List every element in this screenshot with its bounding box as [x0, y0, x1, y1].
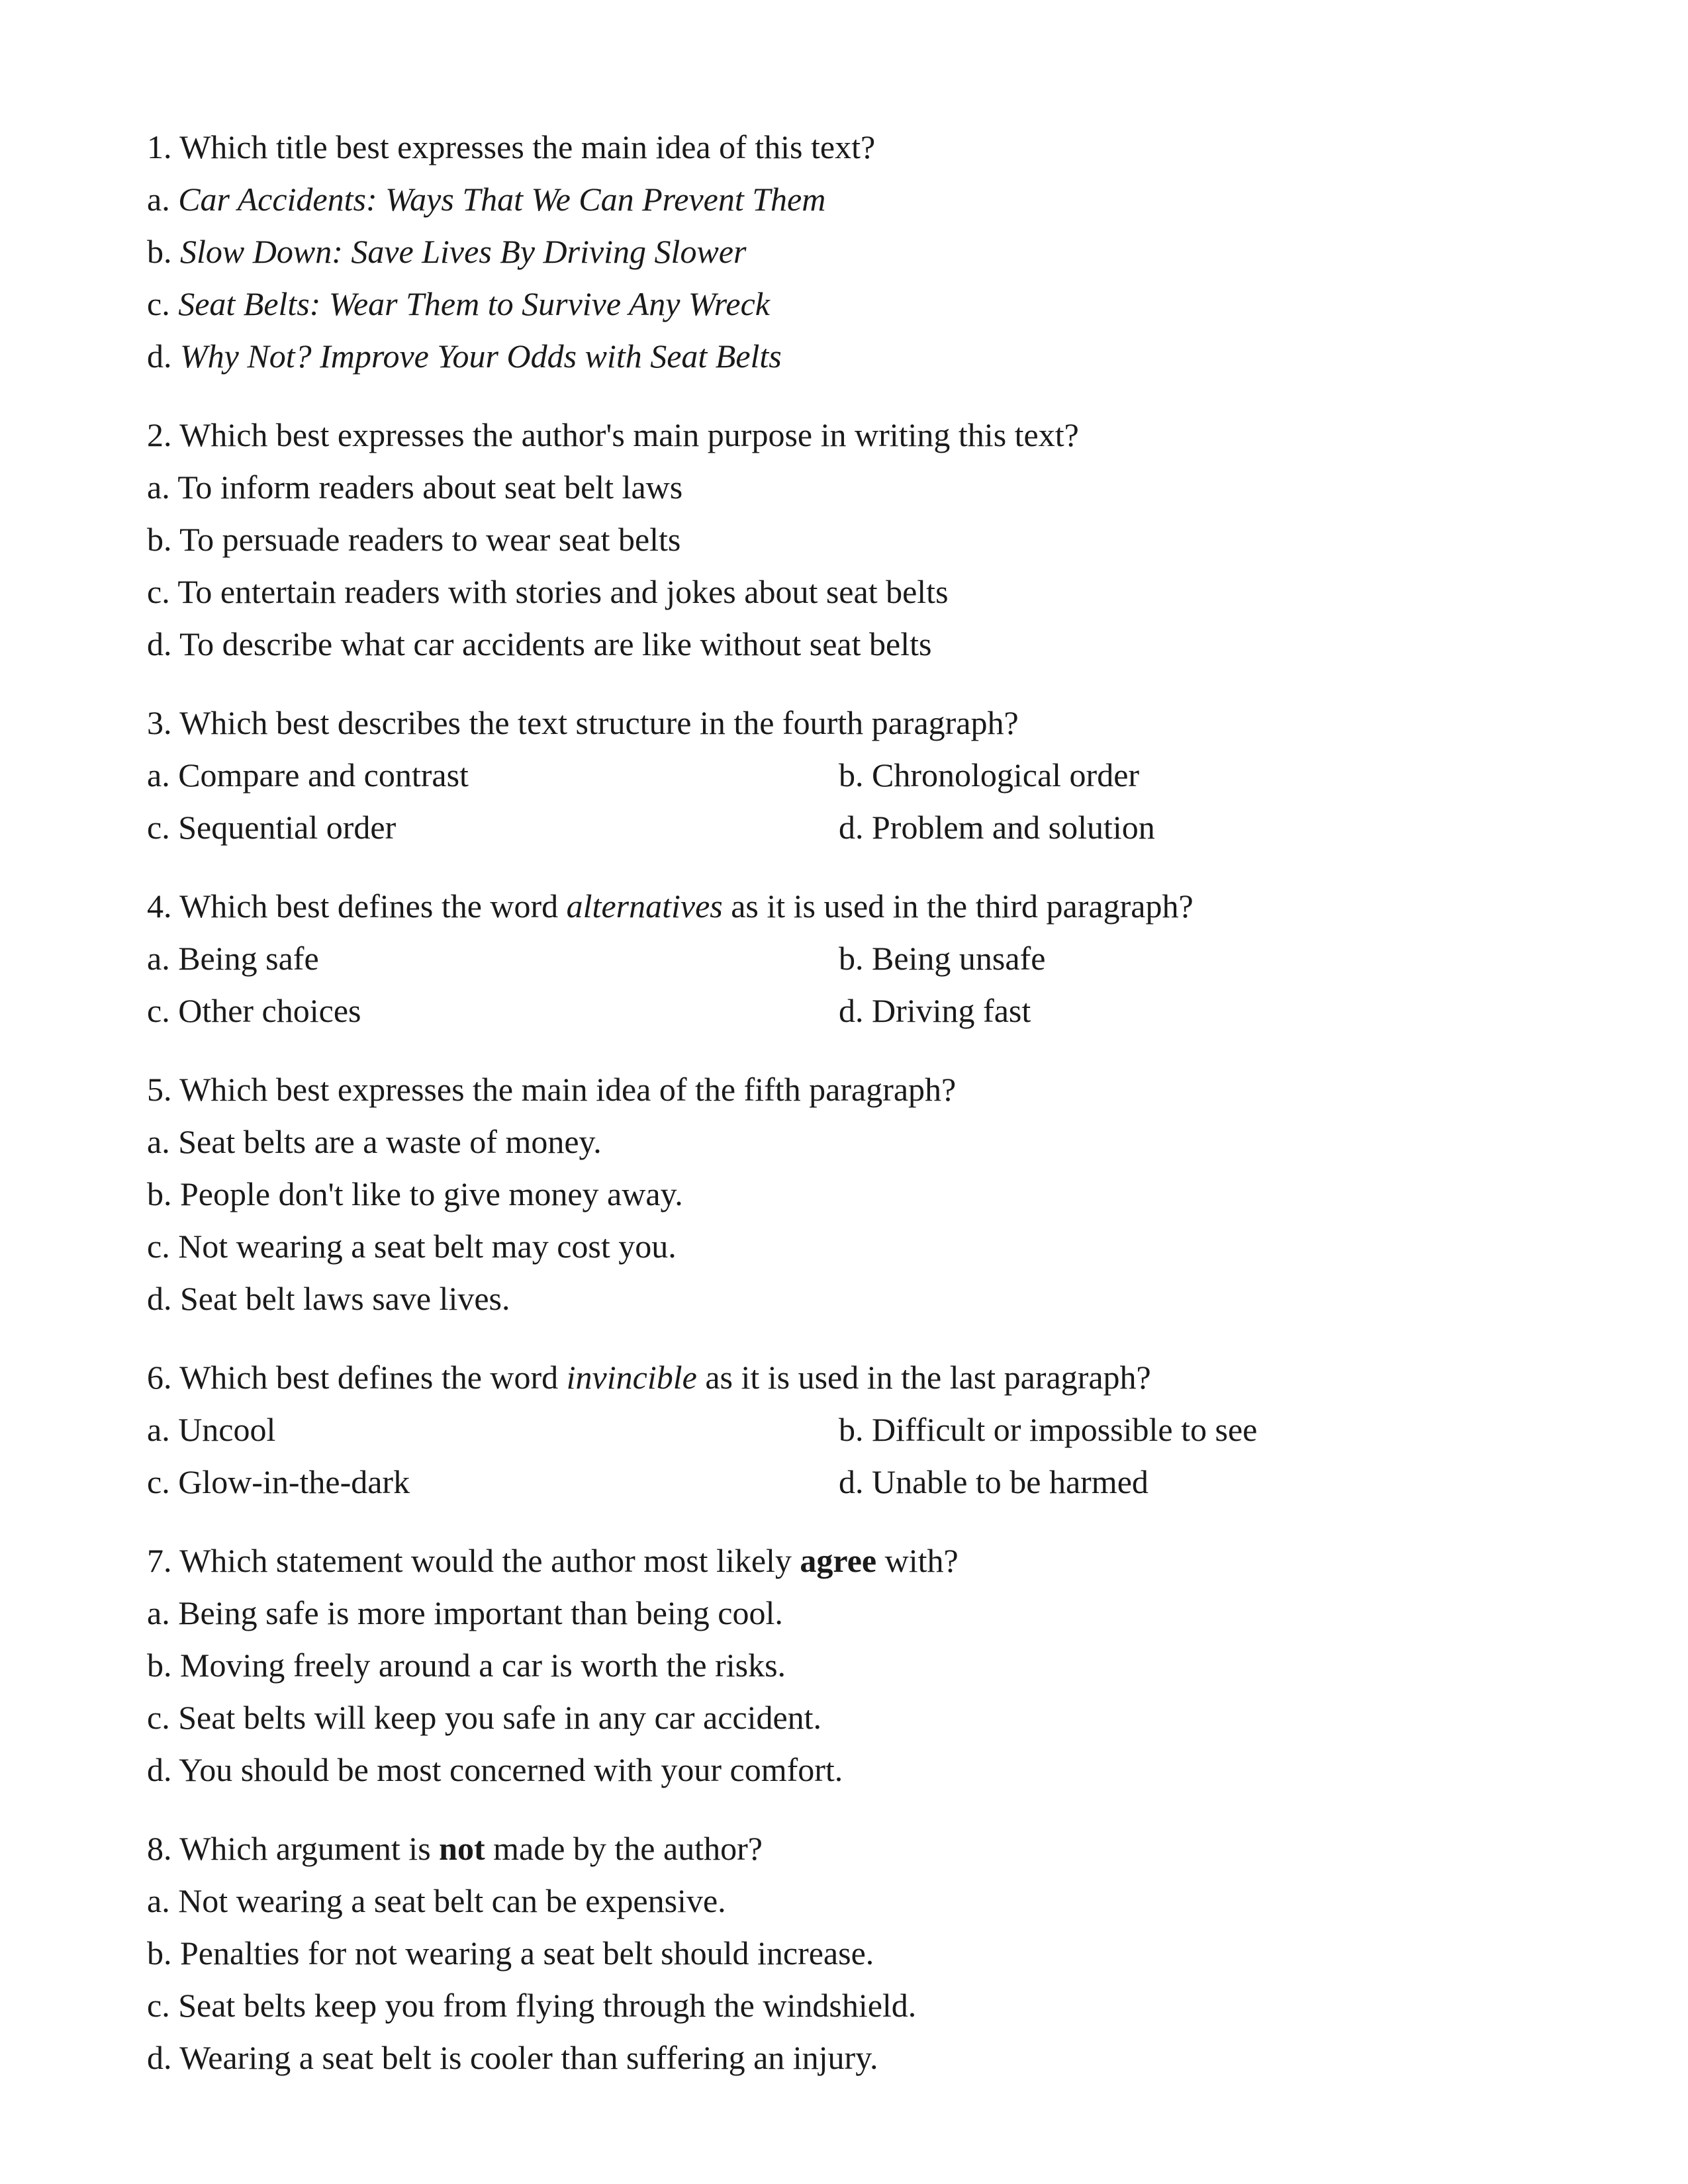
answer-option-a: a. Not wearing a seat belt can be expensive. — [147, 1882, 726, 1919]
answer-option-c: c. To entertain readers with stories and jokes about seat belts — [147, 573, 949, 610]
question-stem: 7. Which statement would the author most likely agree with? — [147, 1542, 959, 1579]
question-stem: 6. Which best defines the word invincible as it is used in the last paragraph? — [147, 1359, 1151, 1396]
question-stem: 4. Which best defines the word alternatives as it is used in the third paragraph? — [147, 887, 1194, 925]
answer-option-d: d. Unable to be harmed — [839, 1463, 1149, 1500]
answer-option-c: c. Seat belts will keep you safe in any car accident. — [147, 1699, 822, 1736]
answer-option-b: b. Penalties for not wearing a seat belt should increase. — [147, 1934, 874, 1972]
question-3 — [147, 697, 1570, 854]
answer-option-d: d. Why Not? Improve Your Odds with Seat Belts — [147, 338, 782, 375]
answer-option-b: b. People don't like to give money away. — [147, 1175, 683, 1212]
answer-option-a: a. To inform readers about seat belt laws — [147, 469, 683, 506]
answer-option-d: d. Seat belt laws save lives. — [147, 1280, 510, 1317]
answer-option-a: a. Being safe is more important than being cool. — [147, 1594, 783, 1631]
answer-option-a: a. Being safe — [147, 940, 319, 977]
answer-option-c: c. Other choices — [147, 992, 361, 1029]
answer-option-b: b. Chronological order — [839, 756, 1140, 794]
question-6 — [147, 1351, 1570, 1508]
question-8 — [147, 1823, 1570, 2084]
answer-option-c: c. Glow-in-the-dark — [147, 1463, 410, 1500]
answer-option-c: c. Sequential order — [147, 809, 397, 846]
answer-option-d: d. Problem and solution — [839, 809, 1155, 846]
answer-option-a: a. Uncool — [147, 1411, 276, 1448]
answer-option-d: d. To describe what car accidents are like without seat belts — [147, 625, 932, 662]
answer-option-b: b. Being unsafe — [839, 940, 1046, 977]
answer-options-grid — [147, 933, 1570, 1037]
question-stem: 8. Which argument is not made by the author? — [147, 1830, 763, 1867]
emphasis-term: not — [439, 1830, 485, 1867]
answer-option-c: c. Not wearing a seat belt may cost you. — [147, 1228, 677, 1265]
emphasis-term: agree — [800, 1542, 877, 1579]
question-stem: 5. Which best expresses the main idea of the fifth paragraph? — [147, 1071, 957, 1108]
question-1 — [147, 121, 1570, 383]
answer-option-b: b. Difficult or impossible to see — [839, 1411, 1258, 1448]
answer-options-grid — [147, 1404, 1570, 1508]
question-stem: 3. Which best describes the text structure in the fourth paragraph? — [147, 704, 1019, 741]
answer-option-c: c. Seat Belts: Wear Them to Survive Any Wreck — [147, 285, 770, 322]
worksheet-page — [147, 121, 1570, 2111]
answer-option-b: b. Moving freely around a car is worth the risks. — [147, 1647, 786, 1684]
question-stem: 2. Which best expresses the author's main purpose in writing this text? — [147, 416, 1079, 453]
question-7 — [147, 1535, 1570, 1796]
question-4 — [147, 880, 1570, 1037]
question-stem: 1. Which title best expresses the main idea of this text? — [147, 128, 876, 165]
answer-option-a: a. Car Accidents: Ways That We Can Prevent Them — [147, 181, 826, 218]
answer-options-grid — [147, 749, 1570, 854]
question-5 — [147, 1064, 1570, 1325]
question-2 — [147, 409, 1570, 670]
vocabulary-term: alternatives — [566, 887, 723, 925]
answer-option-a: a. Compare and contrast — [147, 756, 469, 794]
answer-option-c: c. Seat belts keep you from flying through the windshield. — [147, 1987, 917, 2024]
answer-option-d: d. Driving fast — [839, 992, 1031, 1029]
answer-option-b: b. Slow Down: Save Lives By Driving Slower — [147, 233, 747, 270]
answer-option-d: d. Wearing a seat belt is cooler than suffering an injury. — [147, 2039, 878, 2076]
vocabulary-term: invincible — [566, 1359, 697, 1396]
answer-option-b: b. To persuade readers to wear seat belts — [147, 521, 681, 558]
answer-option-d: d. You should be most concerned with your comfort. — [147, 1751, 843, 1788]
answer-option-a: a. Seat belts are a waste of money. — [147, 1123, 602, 1160]
